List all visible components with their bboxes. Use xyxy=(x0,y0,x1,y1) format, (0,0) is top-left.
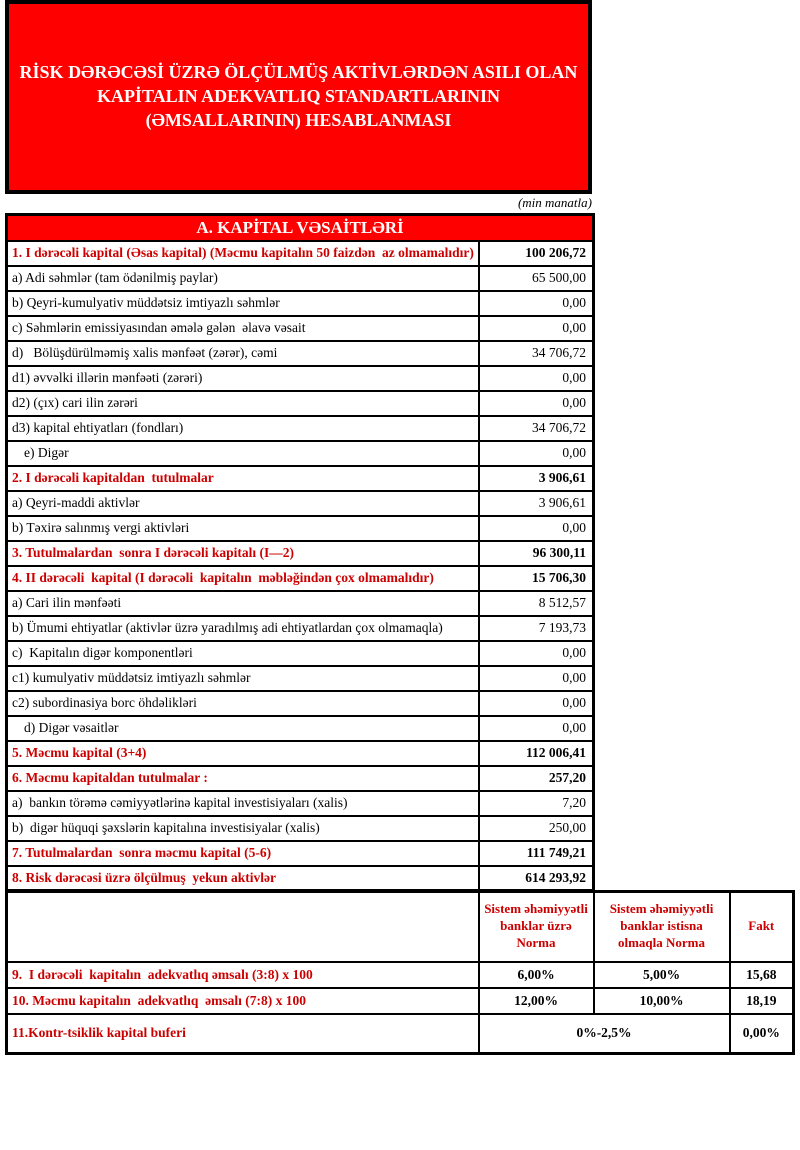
row-value: 15 706,30 xyxy=(479,566,594,591)
table-row xyxy=(7,666,594,691)
adequacy-ratios-table xyxy=(5,890,795,1055)
row-label: 3. Tutulmalardan sonra I dərəcəli kapitalı (I—2) xyxy=(7,541,479,566)
table-row xyxy=(7,616,594,641)
table-row xyxy=(7,516,594,541)
table-row xyxy=(7,391,594,416)
row-label: d) Digər vəsaitlər xyxy=(7,716,479,741)
row-label: d1) əvvəlki illərin mənfəəti (zərəri) xyxy=(7,366,479,391)
row-value: 0,00 xyxy=(479,666,594,691)
row-value: 8 512,57 xyxy=(479,591,594,616)
ratio-row-label: 11.Kontr-tsiklik kapital buferi xyxy=(7,1014,479,1054)
row-label: a) Adi səhmlər (tam ödənilmiş paylar) xyxy=(7,266,479,291)
ratio-row xyxy=(7,962,794,988)
title-line-1: RİSK DƏRƏCƏSİ ÜZRƏ ÖLÇÜLMÜŞ AKTİVLƏRDƏN ASILI OLAN xyxy=(19,62,578,83)
table-row xyxy=(7,491,594,516)
table-row xyxy=(7,866,594,891)
ratio-row-label: 9. I dərəcəli kapitalın adekvatlıq əmsalı (3:8) x 100 xyxy=(7,962,479,988)
row-label: 7. Tutulmalardan sonra məcmu kapital (5-6) xyxy=(7,841,479,866)
row-label: 5. Məcmu kapital (3+4) xyxy=(7,741,479,766)
row-value: 0,00 xyxy=(479,691,594,716)
row-value: 0,00 xyxy=(479,641,594,666)
row-value: 112 006,41 xyxy=(479,741,594,766)
row-value: 0,00 xyxy=(479,366,594,391)
row-value: 111 749,21 xyxy=(479,841,594,866)
row-value: 100 206,72 xyxy=(479,241,594,266)
ratio-fakt-value: 18,19 xyxy=(730,988,794,1014)
table-row xyxy=(7,341,594,366)
table-row xyxy=(7,691,594,716)
col-header-fakt: Fakt xyxy=(730,892,794,962)
ratio-fakt-value: 0,00% xyxy=(730,1014,794,1054)
capital-funds-table xyxy=(5,213,595,892)
table-row xyxy=(7,716,594,741)
row-value: 65 500,00 xyxy=(479,266,594,291)
table-row xyxy=(7,466,594,491)
row-value: 0,00 xyxy=(479,291,594,316)
title-line-2: KAPİTALIN ADEKVATLIQ STANDARTLARININ xyxy=(96,86,501,107)
table-row xyxy=(7,291,594,316)
table-row xyxy=(7,441,594,466)
row-value: 7 193,73 xyxy=(479,616,594,641)
row-value: 0,00 xyxy=(479,516,594,541)
table-row xyxy=(7,366,594,391)
table-row xyxy=(7,816,594,841)
table-row xyxy=(7,741,594,766)
row-value: 257,20 xyxy=(479,766,594,791)
col-header-norma-nonsystemic: Sistem əhəmiyyətli banklar istisna olmaqla Norma xyxy=(594,892,730,962)
row-value: 614 293,92 xyxy=(479,866,594,891)
col-header-norma-systemic: Sistem əhəmiyyətli banklar üzrə Norma xyxy=(479,892,594,962)
row-label: b) digər hüquqi şəxslərin kapitalına investisiyalar (xalis) xyxy=(7,816,479,841)
row-label: c) Kapitalın digər komponentləri xyxy=(7,641,479,666)
row-label: a) Qeyri-maddi aktivlər xyxy=(7,491,479,516)
row-value: 7,20 xyxy=(479,791,594,816)
table-row xyxy=(7,416,594,441)
table-row xyxy=(7,591,594,616)
table-row xyxy=(7,541,594,566)
row-value: 0,00 xyxy=(479,391,594,416)
ratio-row xyxy=(7,1014,794,1054)
row-label: d3) kapital ehtiyatları (fondları) xyxy=(7,416,479,441)
row-label: e) Digər xyxy=(7,441,479,466)
row-label: a) bankın törəmə cəmiyyətlərinə kapital investisiyaları (xalis) xyxy=(7,791,479,816)
ratio-norma-nonsystemic-value: 10,00% xyxy=(594,988,730,1014)
row-label: a) Cari ilin mənfəəti xyxy=(7,591,479,616)
ratio-norma-systemic-value: 12,00% xyxy=(479,988,594,1014)
ratio-row-label: 10. Məcmu kapitalın adekvatlıq əmsalı (7:8) x 100 xyxy=(7,988,479,1014)
row-label: 2. I dərəcəli kapitaldan tutulmalar xyxy=(7,466,479,491)
row-label: c1) kumulyativ müddətsiz imtiyazlı səhmlər xyxy=(7,666,479,691)
row-label: 4. II dərəcəli kapital (I dərəcəli kapitalın məbləğindən çox olmamalıdır) xyxy=(7,566,479,591)
title-banner xyxy=(5,0,592,194)
title-line-3: (ƏMSALLARININ) HESABLANMASI xyxy=(145,109,452,130)
section-a-header-row xyxy=(7,215,594,241)
tables-area xyxy=(5,213,795,1055)
row-label: b) Təxirə salınmış vergi aktivləri xyxy=(7,516,479,541)
row-label: d) Bölüşdürülməmiş xalis mənfəət (zərər), cəmi xyxy=(7,341,479,366)
row-label: b) Ümumi ehtiyatlar (aktivlər üzrə yaradılmış adi ehtiyatlardan çox olmamaqla) xyxy=(7,616,479,641)
table-row xyxy=(7,241,594,266)
row-label: c) Səhmlərin emissiyasından əmələ gələn əlavə vəsait xyxy=(7,316,479,341)
ratios-header-row xyxy=(7,892,794,962)
empty-corner-cell xyxy=(7,892,479,962)
row-label: c2) subordinasiya borc öhdəlikləri xyxy=(7,691,479,716)
ratio-norma-nonsystemic-value: 5,00% xyxy=(594,962,730,988)
table-row xyxy=(7,566,594,591)
row-label: 6. Məcmu kapitaldan tutulmalar : xyxy=(7,766,479,791)
row-value: 0,00 xyxy=(479,716,594,741)
row-value: 0,00 xyxy=(479,441,594,466)
ratio-fakt-value: 15,68 xyxy=(730,962,794,988)
row-label: 1. I dərəcəli kapital (Əsas kapital) (Məcmu kapitalın 50 faizdən az olmamalıdır) xyxy=(7,241,479,266)
table-row xyxy=(7,841,594,866)
table-row xyxy=(7,791,594,816)
table-row xyxy=(7,766,594,791)
row-value: 96 300,11 xyxy=(479,541,594,566)
row-value: 250,00 xyxy=(479,816,594,841)
table-row xyxy=(7,641,594,666)
row-value: 34 706,72 xyxy=(479,416,594,441)
section-a-title: A. KAPİTAL VƏSAİTLƏRİ xyxy=(7,215,594,241)
row-value: 34 706,72 xyxy=(479,341,594,366)
table-row xyxy=(7,266,594,291)
unit-note: (min manatla) xyxy=(517,195,592,210)
row-value: 3 906,61 xyxy=(479,466,594,491)
ratio-range-value: 0%-2,5% xyxy=(479,1014,730,1054)
row-value: 3 906,61 xyxy=(479,491,594,516)
ratio-row xyxy=(7,988,794,1014)
row-label: 8. Risk dərəcəsi üzrə ölçülmuş yekun aktivlər xyxy=(7,866,479,891)
row-value: 0,00 xyxy=(479,316,594,341)
row-label: b) Qeyri-kumulyativ müddətsiz imtiyazlı səhmlər xyxy=(7,291,479,316)
table-row xyxy=(7,316,594,341)
ratio-norma-systemic-value: 6,00% xyxy=(479,962,594,988)
row-label: d2) (çıx) cari ilin zərəri xyxy=(7,391,479,416)
